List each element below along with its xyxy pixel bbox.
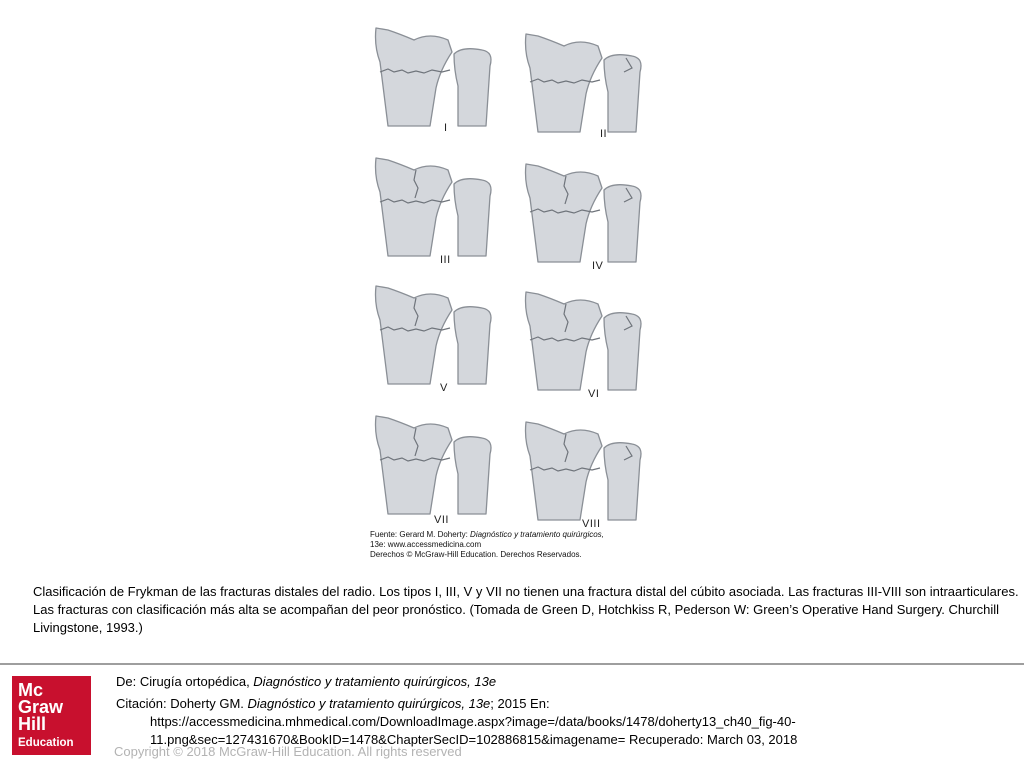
panel-label-6: VI — [588, 388, 600, 400]
panel-label-7: VII — [434, 514, 449, 526]
reference-url-1[interactable]: https://accessmedicina.mhmedical.com/DownloadImage.aspx?image=/data/books/1478/doherty13_ch40_fig-40- — [150, 714, 796, 729]
de-text: Cirugía ortopédica, — [139, 674, 254, 689]
panel-label-2: II — [600, 128, 608, 140]
logo-line-1: Mc — [18, 680, 44, 700]
figure-source — [370, 530, 658, 560]
radius-bone — [526, 422, 603, 520]
radius-bone — [376, 416, 453, 514]
panel-label-3: III — [440, 254, 451, 266]
radius-bone — [376, 28, 453, 126]
radius-bone — [376, 158, 453, 256]
radius-bone — [526, 34, 603, 132]
source-prefix: Fuente: Gerard M. Doherty: — [370, 530, 471, 539]
copyright-notice: Copyright © 2018 McGraw-Hill Education. All rights reserved — [114, 744, 462, 759]
divider — [0, 663, 1024, 665]
logo-line-3: Hill — [18, 714, 47, 734]
logo-line-4: Education — [18, 737, 74, 749]
logo-line-2: Graw — [18, 697, 64, 717]
bone-panel-1 — [376, 28, 492, 126]
reference-block — [116, 673, 1016, 749]
ulna-bone — [604, 185, 641, 262]
ulna-bone — [604, 313, 641, 390]
panel-label-4: IV — [592, 260, 604, 272]
de-title: Diagnóstico y tratamiento quirúrgicos, 13e — [253, 674, 497, 689]
radius-bone — [376, 286, 453, 384]
figure-caption: Clasificación de Frykman de las fracturas distales del radio. Los tipos I, III, V y VII no tienen una fractura distal del cúbito asociada. Las fracturas III-VIII son intraarticulares. Las fracturas con clasificación más alta se acompañan del peor pronóstico. (Tomada de Green D, Hotchkiss R, Pederson W: Green’s Operative Hand Surgery. Churchill Livingstone, 1993.) — [33, 584, 1019, 635]
bone-panel-7 — [376, 416, 492, 514]
ulna-bone — [604, 443, 641, 520]
cita-rest: ; 2015 En: — [490, 696, 550, 711]
radius-bone — [526, 164, 603, 262]
ulna-bone — [454, 49, 491, 126]
bone-panel-4 — [526, 164, 642, 262]
bone-panel-3 — [376, 158, 492, 256]
mcgraw-hill-logo — [12, 676, 91, 755]
reference-url-2[interactable]: 11.png&sec=127431670&BookID=1478&ChapterSecID=102886815&imagename= Recuperado: March 03, 2018 — [150, 732, 798, 747]
bone-panel-6 — [526, 292, 642, 390]
reference-de — [116, 673, 1016, 691]
frykman-figure — [360, 18, 658, 566]
ulna-bone — [454, 437, 491, 514]
panel-label-8: VIII — [582, 518, 601, 530]
radius-bone — [526, 292, 603, 390]
cita-title: Diagnóstico y tratamiento quirúrgicos, 13e — [247, 696, 491, 711]
source-title: Diagnóstico y tratamiento quirúrgicos, — [470, 530, 604, 539]
fracture-diagrams — [360, 18, 658, 566]
de-label: De: — [116, 674, 140, 689]
reference-citation — [116, 695, 1016, 713]
cita-author: Doherty GM. — [170, 696, 248, 711]
cita-label: Citación: — [116, 696, 171, 711]
bone-panel-8 — [526, 422, 642, 520]
panel-label-1: I — [444, 122, 448, 134]
panel-label-5: V — [440, 382, 448, 394]
ulna-bone — [604, 55, 641, 132]
source-line3: Derechos © McGraw-Hill Education. Derechos Reservados. — [370, 550, 582, 559]
source-line2: 13e: www.accessmedicina.com — [370, 540, 482, 549]
ulna-bone — [454, 179, 491, 256]
bone-panel-2 — [526, 34, 642, 132]
bone-panel-5 — [376, 286, 492, 384]
ulna-bone — [454, 307, 491, 384]
